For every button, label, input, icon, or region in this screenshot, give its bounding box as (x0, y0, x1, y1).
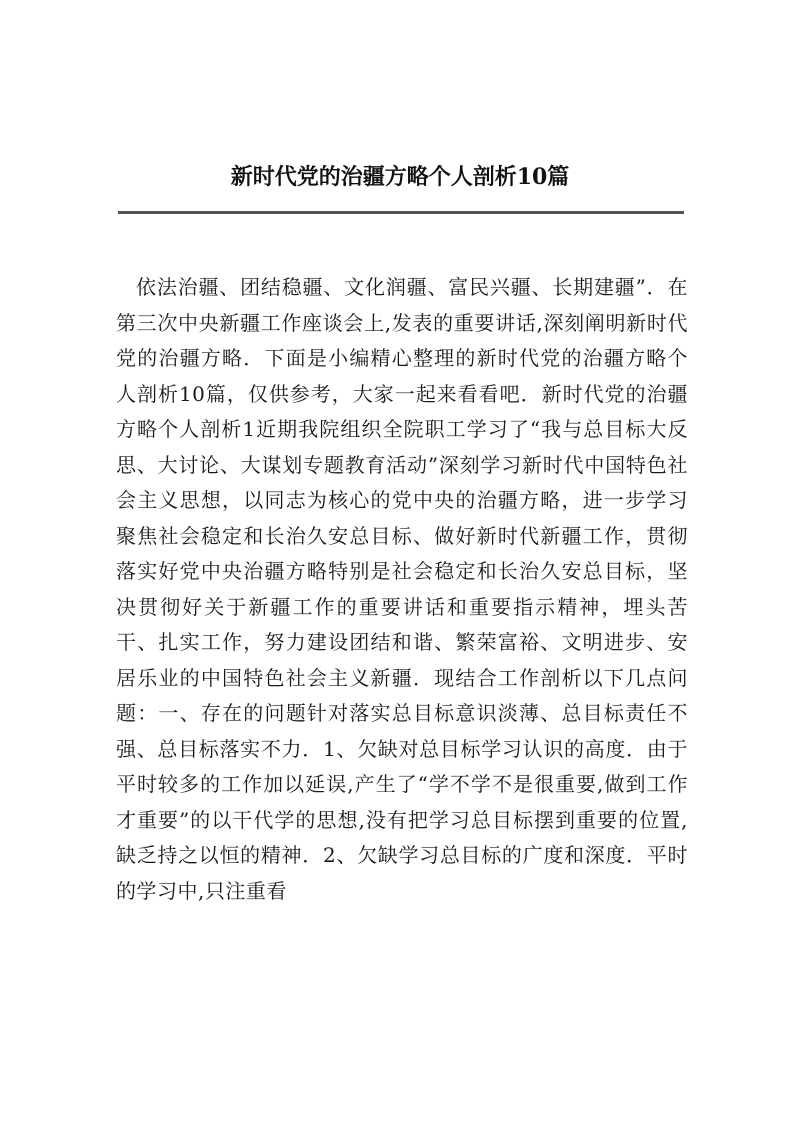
title-divider (118, 211, 684, 214)
document-title: 新时代党的治疆方略个人剖析10篇 (230, 164, 570, 190)
document-body: 依法治疆、团结稳疆、文化润疆、富民兴疆、长期建疆”．在第三次中央新疆工作座谈会上,发表的重要讲话,深刻阐明新时代党的治疆方略．下面是小编精心整理的新时代党的治疆方略个人剖析10篇，仅供参考，大家一起来看看吧．新时代党的治疆方略个人剖析1近期我院组织全院职工学习了“我与总目标大反思、大讨论、大谋划专题教育活动”深刻学习新时代中国特色社会主义思想，以同志为核心的党中央的治疆方略，进一步学习聚焦社会稳定和长治久安总目标、做好新时代新疆工作，贯彻落实好党中央治疆方略特别是社会稳定和长治久安总目标，坚决贯彻好关于新疆工作的重要讲话和重要指示精神，埋头苦干、扎实工作，努力建设团结和谐、繁荣富裕、文明进步、安居乐业的中国特色社会主义新疆．现结合工作剖析以下几点问题：一、存在的问题针对落实总目标意识淡薄、总目标责任不强、总目标落实不力．1、欠缺对总目标学习认识的高度．由于平时较多的工作加以延误,产生了“学不学不是很重要,做到工作才重要”的以干代学的思想,没有把学习总目标摆到重要的位置,缺乏持之以恒的精神．2、欠缺学习总目标的广度和深度．平时的学习中,只注重看 (116, 275, 688, 903)
